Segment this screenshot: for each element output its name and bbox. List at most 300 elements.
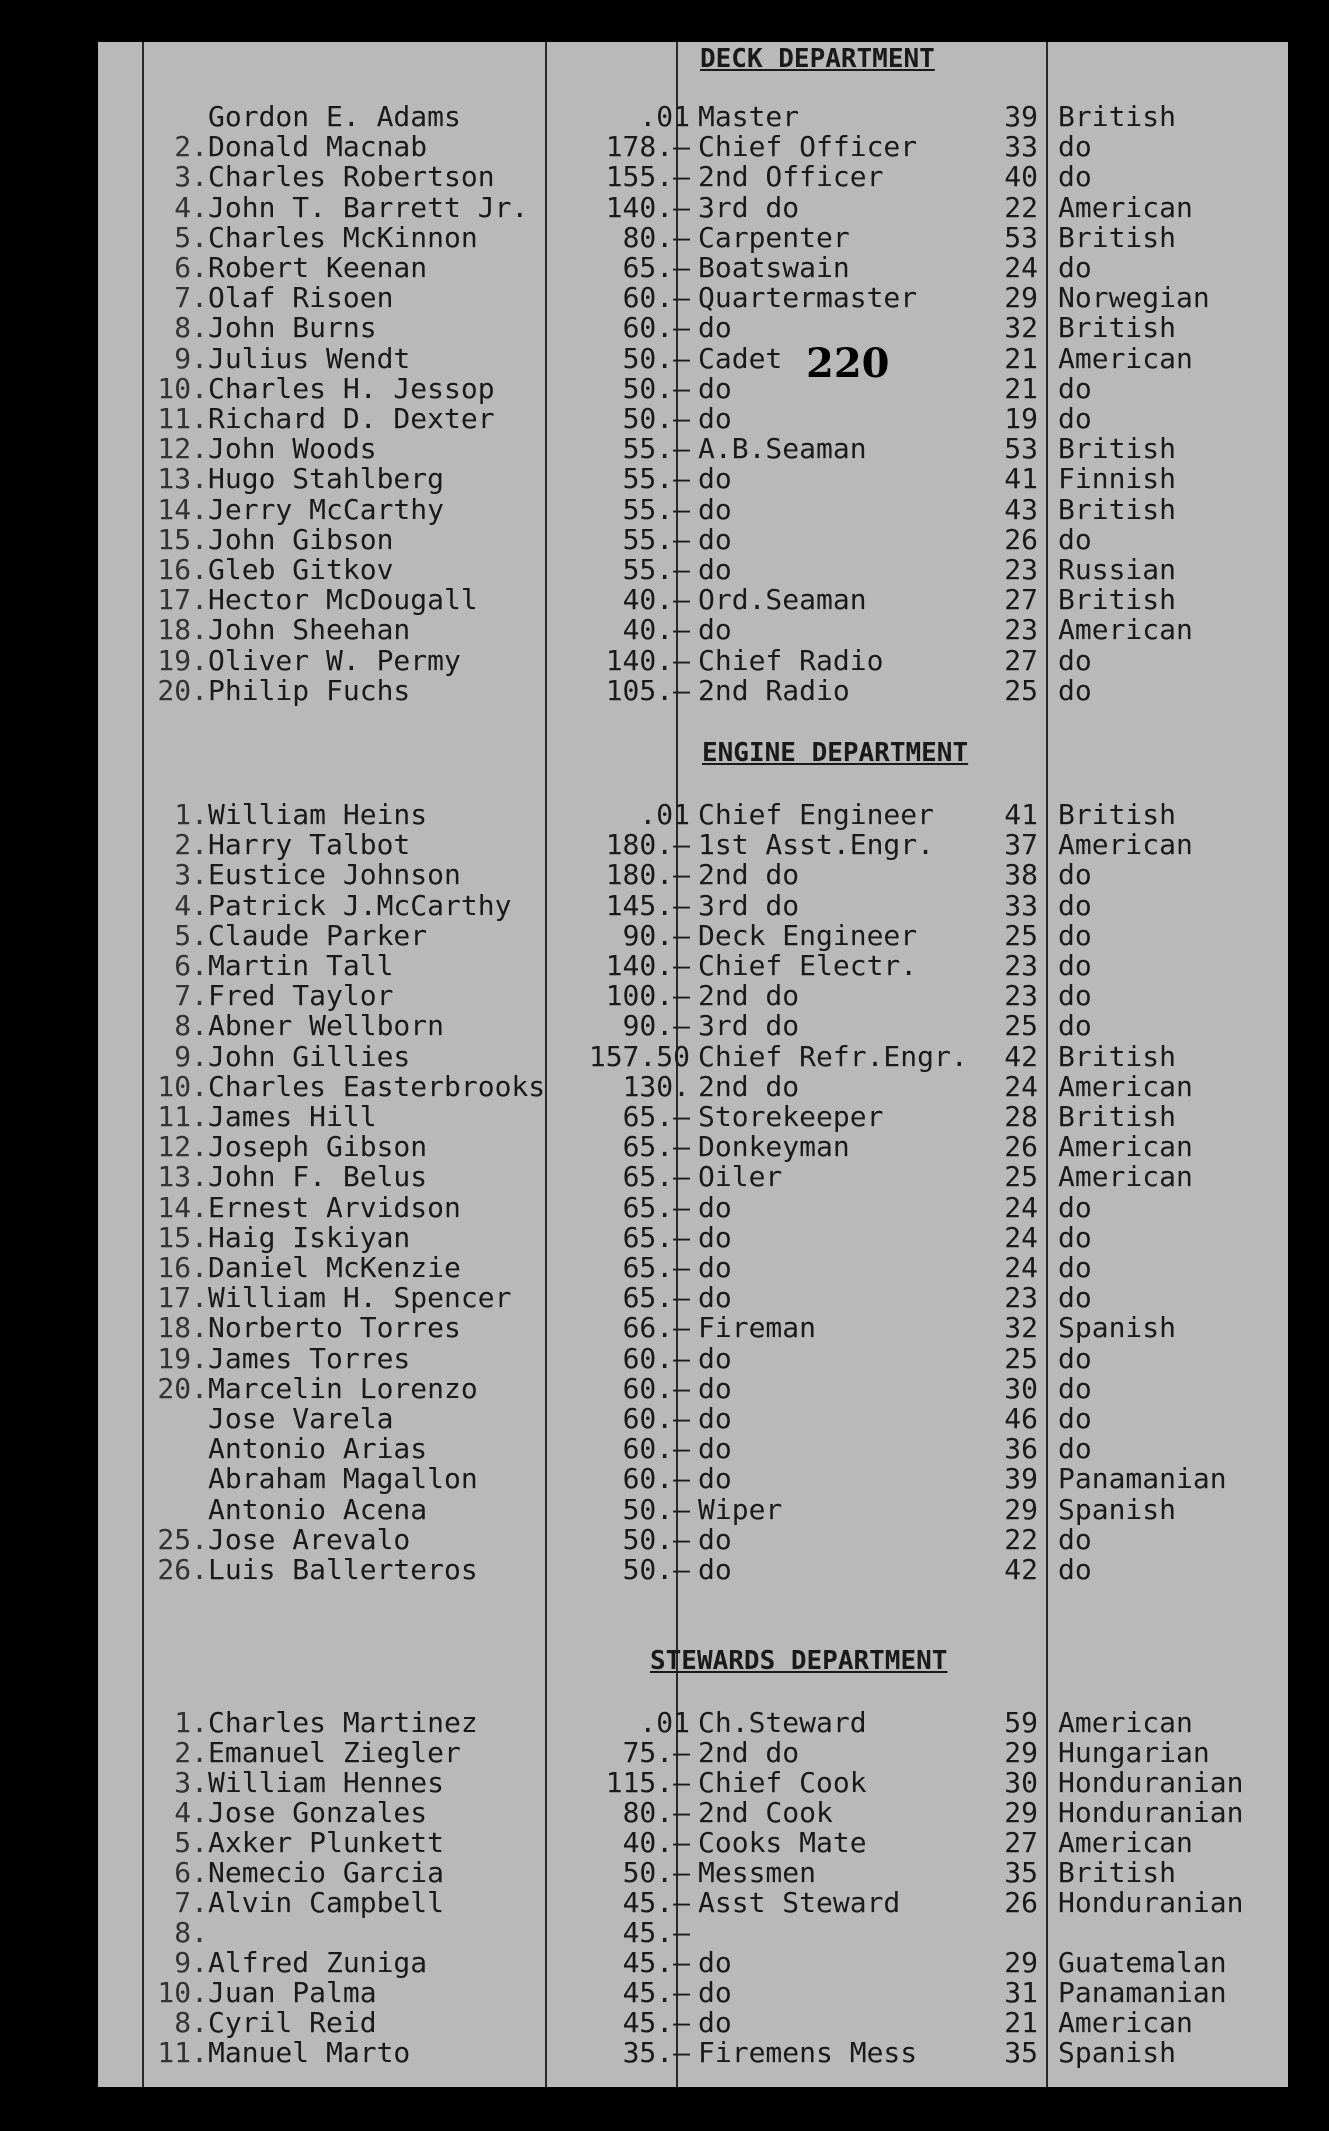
crew-nationality: do bbox=[1058, 1281, 1092, 1315]
crew-row bbox=[98, 1888, 1288, 1918]
crew-wage: 140.— bbox=[605, 949, 690, 982]
crew-number: 5. bbox=[174, 918, 208, 952]
crew-age: 41 bbox=[1004, 798, 1038, 831]
crew-wage: 75.— bbox=[622, 1736, 690, 1769]
crew-nationality: British bbox=[1058, 1039, 1177, 1073]
crew-number: 11. bbox=[157, 402, 208, 435]
crew-rank: 2nd Radio bbox=[698, 673, 850, 707]
crew-wage: .01 bbox=[639, 100, 690, 133]
crew-rank: do bbox=[698, 1553, 732, 1586]
crew-rank: do bbox=[698, 462, 732, 496]
crew-nationality: do bbox=[1058, 918, 1092, 952]
crew-age: 41 bbox=[1004, 462, 1038, 496]
crew-wage: 80.— bbox=[622, 220, 690, 254]
crew-row bbox=[98, 888, 1288, 922]
crew-name: Eustice Johnson bbox=[208, 858, 461, 892]
crew-row bbox=[98, 1253, 1288, 1283]
crew-age: 23 bbox=[1004, 553, 1038, 586]
crew-number: 4. bbox=[174, 888, 208, 922]
crew-wage: 65.— bbox=[622, 1251, 690, 1284]
crew-name: William Hennes bbox=[208, 1766, 445, 1799]
crew-row bbox=[98, 1371, 1288, 1405]
crew-row bbox=[98, 1404, 1288, 1434]
crew-row bbox=[98, 1283, 1288, 1313]
crew-name: John F. Belus bbox=[208, 1160, 428, 1194]
crew-name: John Woods bbox=[208, 432, 377, 466]
crew-wage: 105.— bbox=[605, 673, 690, 707]
crew-number: 3. bbox=[174, 1766, 208, 1799]
crew-name: Jose Arevalo bbox=[208, 1522, 411, 1556]
crew-number: 6. bbox=[174, 1856, 208, 1889]
crew-wage: 55.— bbox=[622, 522, 690, 556]
crew-wage: 65.— bbox=[622, 1190, 690, 1224]
crew-rank: 2nd do bbox=[698, 1069, 800, 1103]
crew-row bbox=[98, 1978, 1288, 2008]
crew-name: Olaf Risoen bbox=[208, 281, 394, 315]
crew-name: Abraham Magallon bbox=[208, 1462, 478, 1496]
crew-wage: .01 bbox=[639, 1706, 690, 1739]
crew-number: 10. bbox=[157, 1976, 208, 2009]
crew-number: 17. bbox=[157, 1281, 208, 1315]
crew-row bbox=[98, 1132, 1288, 1162]
crew-row bbox=[98, 1768, 1288, 1798]
crew-number: 11. bbox=[157, 1100, 208, 1133]
crew-row bbox=[98, 1102, 1288, 1132]
crew-wage: 80.— bbox=[622, 1796, 690, 1829]
crew-row bbox=[98, 253, 1288, 283]
crew-wage: 115.— bbox=[605, 1766, 690, 1799]
crew-name: Jose Gonzales bbox=[208, 1796, 428, 1829]
crew-wage: 65.— bbox=[622, 251, 690, 284]
crew-name: John Sheehan bbox=[208, 613, 411, 647]
crew-row bbox=[98, 404, 1288, 434]
crew-age: 37 bbox=[1004, 828, 1038, 862]
crew-number: 9. bbox=[174, 1946, 208, 1979]
crew-number: 11. bbox=[157, 2036, 208, 2069]
crew-age: 21 bbox=[1004, 371, 1038, 405]
crew-wage: 65.— bbox=[622, 1100, 690, 1133]
crew-wage: 55.— bbox=[622, 462, 690, 496]
crew-number: 4. bbox=[174, 1796, 208, 1829]
crew-rank: 3rd do bbox=[698, 888, 800, 922]
crew-wage: 157.50 bbox=[588, 1039, 690, 1073]
crew-name: Claude Parker bbox=[208, 918, 428, 952]
crew-row bbox=[98, 1162, 1288, 1192]
crew-rank: Chief Refr.Engr. bbox=[698, 1039, 968, 1073]
crew-row bbox=[98, 1708, 1288, 1738]
crew-row bbox=[98, 1492, 1288, 1526]
crew-name: John Gillies bbox=[208, 1039, 411, 1073]
crew-nationality: do bbox=[1058, 130, 1092, 164]
crew-wage: 60.— bbox=[622, 1402, 690, 1435]
crew-rank: do bbox=[698, 1402, 732, 1435]
crew-wage: 50.— bbox=[622, 1522, 690, 1556]
crew-name: Philip Fuchs bbox=[208, 673, 411, 707]
crew-rank: Master bbox=[698, 100, 800, 133]
crew-row bbox=[98, 585, 1288, 615]
crew-wage: 55.— bbox=[622, 492, 690, 526]
crew-age: 33 bbox=[1004, 888, 1038, 922]
crew-nationality: do bbox=[1058, 1009, 1092, 1043]
crew-nationality: do bbox=[1058, 1251, 1092, 1284]
crew-rank: do bbox=[698, 1462, 732, 1496]
crew-nationality: do bbox=[1058, 1371, 1092, 1405]
crew-row bbox=[98, 371, 1288, 405]
crew-row bbox=[98, 1069, 1288, 1103]
crew-wage: 50.— bbox=[622, 371, 690, 405]
crew-number: 20. bbox=[157, 673, 208, 707]
crew-rank: do bbox=[698, 371, 732, 405]
crew-nationality: British bbox=[1058, 1100, 1177, 1133]
crew-number: 15. bbox=[157, 522, 208, 556]
crew-row bbox=[98, 1918, 1288, 1948]
crew-age: 27 bbox=[1004, 643, 1038, 677]
crew-wage: 100.— bbox=[605, 979, 690, 1013]
crew-wage: 60.— bbox=[622, 281, 690, 315]
crew-name: Antonio Acena bbox=[208, 1492, 428, 1526]
crew-name: Charles Robertson bbox=[208, 160, 495, 194]
crew-age: 22 bbox=[1004, 190, 1038, 224]
crew-nationality: Hungarian bbox=[1058, 1736, 1210, 1769]
crew-name: Robert Keenan bbox=[208, 251, 428, 284]
crew-nationality: American bbox=[1058, 190, 1193, 224]
crew-number: 7. bbox=[174, 281, 208, 315]
crew-row bbox=[98, 1798, 1288, 1828]
crew-wage: 60.— bbox=[622, 1341, 690, 1375]
crew-nationality: Spanish bbox=[1058, 2036, 1177, 2069]
crew-number: 1. bbox=[174, 798, 208, 831]
page-number-stamp: 220 bbox=[806, 340, 890, 387]
crew-number: 7. bbox=[174, 979, 208, 1013]
crew-rank: Fireman bbox=[698, 1311, 817, 1345]
crew-rank: do bbox=[698, 1946, 732, 1979]
crew-number: 2. bbox=[174, 828, 208, 862]
crew-rank: Chief Cook bbox=[698, 1766, 867, 1799]
crew-nationality: Finnish bbox=[1058, 462, 1177, 496]
crew-rank: do bbox=[698, 522, 732, 556]
crew-name: Cyril Reid bbox=[208, 2006, 377, 2039]
crew-name: John T. Barrett Jr. bbox=[208, 190, 529, 224]
crew-number: 6. bbox=[174, 251, 208, 284]
crew-nationality: do bbox=[1058, 643, 1092, 677]
crew-age: 26 bbox=[1004, 1130, 1038, 1164]
crew-rank: Chief Officer bbox=[698, 130, 918, 164]
crew-row bbox=[98, 2038, 1288, 2068]
crew-age: 24 bbox=[1004, 1069, 1038, 1103]
crew-number: 6. bbox=[174, 949, 208, 982]
crew-rank: do bbox=[698, 311, 732, 345]
crew-age: 27 bbox=[1004, 583, 1038, 617]
crew-row bbox=[98, 951, 1288, 981]
crew-wage: 145.— bbox=[605, 888, 690, 922]
crew-nationality: do bbox=[1058, 402, 1092, 435]
crew-nationality: Honduranian bbox=[1058, 1766, 1244, 1799]
crew-age: 30 bbox=[1004, 1766, 1038, 1799]
crew-rank: 3rd do bbox=[698, 190, 800, 224]
crew-wage: 45.— bbox=[622, 1946, 690, 1979]
crew-number: 8. bbox=[174, 1009, 208, 1043]
crew-wage: 60.— bbox=[622, 1462, 690, 1496]
crew-wage: 90.— bbox=[622, 918, 690, 952]
crew-number: 8. bbox=[174, 1916, 208, 1949]
crew-row bbox=[98, 1828, 1288, 1858]
crew-wage: 40.— bbox=[622, 613, 690, 647]
crew-row bbox=[98, 643, 1288, 677]
crew-nationality: Spanish bbox=[1058, 1492, 1177, 1526]
crew-name: Patrick J.McCarthy bbox=[208, 888, 512, 922]
crew-nationality: American bbox=[1058, 1160, 1193, 1194]
crew-name: John Gibson bbox=[208, 522, 394, 556]
crew-rank: Wiper bbox=[698, 1492, 783, 1526]
crew-wage: 40.— bbox=[622, 1826, 690, 1859]
crew-rank: 3rd do bbox=[698, 1009, 800, 1043]
crew-row bbox=[98, 615, 1288, 645]
crew-number: 16. bbox=[157, 553, 208, 586]
crew-age: 38 bbox=[1004, 858, 1038, 892]
crew-age: 36 bbox=[1004, 1432, 1038, 1466]
crew-nationality: American bbox=[1058, 2006, 1193, 2039]
crew-name: Gordon E. Adams bbox=[208, 100, 461, 133]
crew-name: Juan Palma bbox=[208, 1976, 377, 2009]
crew-number: 1. bbox=[174, 1706, 208, 1739]
crew-wage: 65.— bbox=[622, 1281, 690, 1315]
crew-wage: 45.— bbox=[622, 1886, 690, 1919]
crew-age: 29 bbox=[1004, 281, 1038, 315]
crew-age: 29 bbox=[1004, 1946, 1038, 1979]
crew-number: 17. bbox=[157, 583, 208, 617]
crew-row bbox=[98, 190, 1288, 224]
crew-wage: 90.— bbox=[622, 1009, 690, 1043]
crew-rank: Quartermaster bbox=[698, 281, 918, 315]
crew-age: 33 bbox=[1004, 130, 1038, 164]
crew-row bbox=[98, 522, 1288, 556]
crew-number: 3. bbox=[174, 160, 208, 194]
crew-row bbox=[98, 1190, 1288, 1224]
crew-wage: 55.— bbox=[622, 553, 690, 586]
crew-number: 13. bbox=[157, 1160, 208, 1194]
crew-age: 26 bbox=[1004, 1886, 1038, 1919]
crew-rank: do bbox=[698, 492, 732, 526]
crew-row bbox=[98, 830, 1288, 860]
crew-nationality: Honduranian bbox=[1058, 1796, 1244, 1829]
crew-rank: do bbox=[698, 1432, 732, 1466]
crew-nationality: American bbox=[1058, 828, 1193, 862]
crew-nationality: Guatemalan bbox=[1058, 1946, 1227, 1979]
crew-row bbox=[98, 1434, 1288, 1464]
crew-name: Alfred Zuniga bbox=[208, 1946, 428, 1979]
crew-row bbox=[98, 492, 1288, 526]
crew-rank: do bbox=[698, 2006, 732, 2039]
crew-nationality: British bbox=[1058, 1856, 1177, 1889]
crew-rank: do bbox=[698, 1281, 732, 1315]
crew-nationality: American bbox=[1058, 1069, 1193, 1103]
crew-number: 8. bbox=[174, 311, 208, 345]
crew-name: Charles Easterbrooks bbox=[208, 1069, 546, 1103]
crew-nationality: British bbox=[1058, 100, 1177, 133]
crew-rank: A.B.Seaman bbox=[698, 432, 867, 466]
crew-age: 53 bbox=[1004, 220, 1038, 254]
crew-row bbox=[98, 1039, 1288, 1073]
crew-wage: 60.— bbox=[622, 311, 690, 345]
crew-name: Julius Wendt bbox=[208, 341, 411, 375]
crew-rank: Deck Engineer bbox=[698, 918, 918, 952]
crew-age: 42 bbox=[1004, 1039, 1038, 1073]
crew-rank: 1st Asst.Engr. bbox=[698, 828, 935, 862]
crew-number: 15. bbox=[157, 1220, 208, 1254]
crew-wage: 178.— bbox=[605, 130, 690, 164]
crew-age: 25 bbox=[1004, 1009, 1038, 1043]
crew-age: 23 bbox=[1004, 979, 1038, 1013]
crew-number: 26. bbox=[157, 1553, 208, 1586]
crew-nationality: do bbox=[1058, 888, 1092, 922]
crew-age: 24 bbox=[1004, 1190, 1038, 1224]
crew-age: 21 bbox=[1004, 2006, 1038, 2039]
crew-name: William H. Spencer bbox=[208, 1281, 512, 1315]
crew-number: 14. bbox=[157, 492, 208, 526]
crew-wage: 55.— bbox=[622, 432, 690, 466]
crew-nationality: do bbox=[1058, 160, 1092, 194]
crew-age: 24 bbox=[1004, 1251, 1038, 1284]
crew-rank: do bbox=[698, 1976, 732, 2009]
crew-nationality: do bbox=[1058, 371, 1092, 405]
crew-row bbox=[98, 918, 1288, 952]
crew-wage: 65.— bbox=[622, 1130, 690, 1164]
crew-name: Axker Plunkett bbox=[208, 1826, 445, 1859]
crew-rank: Oiler bbox=[698, 1160, 783, 1194]
crew-name: Antonio Arias bbox=[208, 1432, 428, 1466]
crew-name: Charles H. Jessop bbox=[208, 371, 495, 405]
crew-wage: 50.— bbox=[622, 1492, 690, 1526]
crew-row bbox=[98, 1522, 1288, 1556]
crew-rank: 2nd do bbox=[698, 858, 800, 892]
engine-department-heading: ENGINE DEPARTMENT bbox=[702, 738, 969, 768]
crew-row bbox=[98, 1464, 1288, 1494]
crew-row bbox=[98, 283, 1288, 313]
crew-name: Haig Iskiyan bbox=[208, 1220, 411, 1254]
crew-row bbox=[98, 800, 1288, 830]
deck-department-heading: DECK DEPARTMENT bbox=[700, 44, 935, 74]
crew-name: Joseph Gibson bbox=[208, 1130, 428, 1164]
crew-age: 39 bbox=[1004, 100, 1038, 133]
crew-nationality: Panamanian bbox=[1058, 1976, 1227, 2009]
crew-row bbox=[98, 434, 1288, 464]
crew-name: Norberto Torres bbox=[208, 1311, 461, 1345]
crew-age: 22 bbox=[1004, 1522, 1038, 1556]
crew-row bbox=[98, 1555, 1288, 1585]
crew-row bbox=[98, 1948, 1288, 1978]
crew-wage: 50.— bbox=[622, 1553, 690, 1586]
crew-wage: 66.— bbox=[622, 1311, 690, 1345]
crew-age: 23 bbox=[1004, 949, 1038, 982]
crew-rank: do bbox=[698, 1220, 732, 1254]
crew-name: Ernest Arvidson bbox=[208, 1190, 461, 1224]
crew-name: William Heins bbox=[208, 798, 428, 831]
crew-row bbox=[98, 1858, 1288, 1888]
crew-age: 40 bbox=[1004, 160, 1038, 194]
crew-wage: 40.— bbox=[622, 583, 690, 617]
crew-nationality: do bbox=[1058, 1432, 1092, 1466]
crew-age: 28 bbox=[1004, 1100, 1038, 1133]
crew-row bbox=[98, 981, 1288, 1011]
crew-nationality: British bbox=[1058, 220, 1177, 254]
crew-wage: 60.— bbox=[622, 1371, 690, 1405]
crew-row bbox=[98, 313, 1288, 343]
crew-nationality: Honduranian bbox=[1058, 1886, 1244, 1919]
crew-row bbox=[98, 1220, 1288, 1254]
crew-number: 19. bbox=[157, 1341, 208, 1375]
crew-rank: do bbox=[698, 1190, 732, 1224]
crew-rank: do bbox=[698, 402, 732, 435]
crew-number: 25. bbox=[157, 1522, 208, 1556]
crew-name: Fred Taylor bbox=[208, 979, 394, 1013]
crew-age: 39 bbox=[1004, 1462, 1038, 1496]
crew-nationality: British bbox=[1058, 311, 1177, 345]
crew-number: 20. bbox=[157, 1371, 208, 1405]
crew-number: 12. bbox=[157, 432, 208, 466]
crew-age: 53 bbox=[1004, 432, 1038, 466]
crew-age: 26 bbox=[1004, 522, 1038, 556]
crew-rank: 2nd Cook bbox=[698, 1796, 833, 1829]
crew-nationality: British bbox=[1058, 798, 1177, 831]
crew-wage: .01 bbox=[639, 798, 690, 831]
crew-number: 9. bbox=[174, 341, 208, 375]
crew-number: 10. bbox=[157, 371, 208, 405]
crew-rank: Chief Electr. bbox=[698, 949, 918, 982]
crew-nationality: British bbox=[1058, 583, 1177, 617]
crew-nationality: British bbox=[1058, 492, 1177, 526]
crew-number: 2. bbox=[174, 130, 208, 164]
crew-age: 32 bbox=[1004, 311, 1038, 345]
crew-nationality: British bbox=[1058, 432, 1177, 466]
crew-nationality: American bbox=[1058, 341, 1193, 375]
crew-rank: do bbox=[698, 1341, 732, 1375]
crew-name: Hector McDougall bbox=[208, 583, 478, 617]
crew-age: 31 bbox=[1004, 1976, 1038, 2009]
crew-rank: Cadet bbox=[698, 341, 783, 375]
crew-number: 2. bbox=[174, 1736, 208, 1769]
crew-age: 46 bbox=[1004, 1402, 1038, 1435]
crew-rank: Cooks Mate bbox=[698, 1826, 867, 1859]
crew-nationality: do bbox=[1058, 673, 1092, 707]
crew-age: 25 bbox=[1004, 673, 1038, 707]
crew-nationality: American bbox=[1058, 1130, 1193, 1164]
crew-name: Marcelin Lorenzo bbox=[208, 1371, 478, 1405]
crew-age: 21 bbox=[1004, 341, 1038, 375]
crew-name: John Burns bbox=[208, 311, 377, 345]
crew-rank: do bbox=[698, 613, 732, 647]
crew-age: 29 bbox=[1004, 1492, 1038, 1526]
crew-age: 59 bbox=[1004, 1706, 1038, 1739]
crew-wage: 130. bbox=[622, 1069, 690, 1103]
crew-number: 9. bbox=[174, 1039, 208, 1073]
crew-wage: 60.— bbox=[622, 1432, 690, 1466]
crew-rank: Messmen bbox=[698, 1856, 817, 1889]
crew-name: Daniel McKenzie bbox=[208, 1251, 461, 1284]
crew-number: 18. bbox=[157, 613, 208, 647]
crew-name: Gleb Gitkov bbox=[208, 553, 394, 586]
crew-nationality: do bbox=[1058, 1220, 1092, 1254]
crew-age: 35 bbox=[1004, 1856, 1038, 1889]
crew-age: 25 bbox=[1004, 1341, 1038, 1375]
crew-row bbox=[98, 341, 1288, 375]
crew-nationality: do bbox=[1058, 1553, 1092, 1586]
crew-rank: do bbox=[698, 1371, 732, 1405]
crew-age: 35 bbox=[1004, 2036, 1038, 2069]
crew-number: 14. bbox=[157, 1190, 208, 1224]
crew-row bbox=[98, 555, 1288, 585]
crew-nationality: American bbox=[1058, 613, 1193, 647]
crew-row bbox=[98, 1313, 1288, 1343]
